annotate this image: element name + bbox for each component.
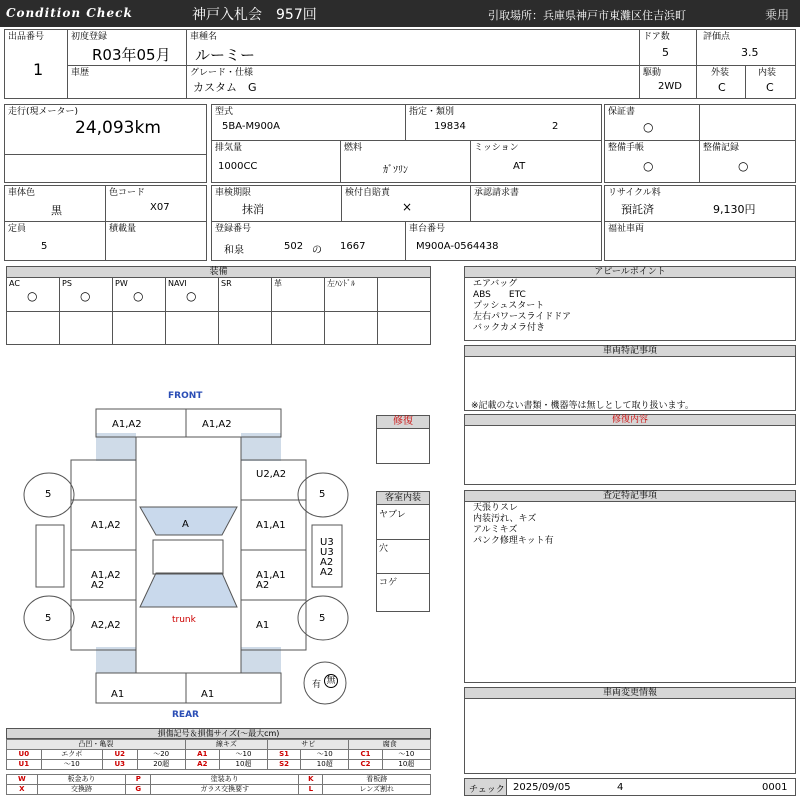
reg-area: 和泉 [224, 245, 244, 256]
maintenance: ○ [643, 159, 654, 173]
insurance-label: 検付自賠責 [345, 188, 391, 198]
cabin-item-hole: 穴 [379, 544, 389, 554]
grade: カスタム G [193, 81, 257, 94]
records: ○ [738, 159, 749, 173]
assessment-line: パンク修理キット有 [473, 536, 554, 546]
first-reg-label: 初度登録 [71, 32, 108, 42]
equipment-value: ○ [133, 289, 144, 303]
legend-code: U2 [102, 750, 137, 760]
score-label: 評価点 [703, 32, 731, 42]
mark-door-rr2: A2 [256, 580, 270, 591]
auction-title: 神戸入札会 957回 [192, 7, 317, 23]
color-code-label: 色コード [109, 188, 146, 198]
wheel-fl: 5 [45, 489, 52, 500]
legend-code: U1 [7, 760, 42, 770]
displacement: 1000CC [218, 161, 258, 172]
score-cell [696, 29, 796, 66]
assessment-line: 天張りスレ [473, 503, 519, 513]
legend-meaning: 10超 [301, 760, 349, 770]
mileage-cell [4, 104, 207, 155]
score: 3.5 [741, 46, 759, 59]
legend-code: A2 [185, 760, 219, 770]
equipment-label: PW [115, 279, 128, 288]
change-title: 車両変更情報 [464, 687, 796, 699]
model-label: 型式 [215, 107, 234, 117]
equipment-value: ○ [80, 289, 91, 303]
body-color-label: 車体色 [8, 188, 36, 198]
equipment-label: AC [9, 279, 20, 288]
capacity-label: 定員 [8, 224, 27, 234]
cabin-title: 客室内装 [376, 491, 430, 505]
appeal-title: アピールポイント [464, 266, 796, 278]
fuel-cell [340, 140, 471, 183]
doors-label: ドア数 [643, 32, 670, 42]
mission-label: ミッション [474, 143, 519, 153]
equipment-item [60, 278, 113, 344]
serial-no: 0001 [762, 782, 788, 793]
legend-group-dent: 凸凹・亀裂 [7, 740, 186, 750]
appeal-line: バックカメラ付き [473, 323, 546, 333]
pickup-location: 引取場所：兵庫県神戸市東灘区住吉浜町 [488, 9, 686, 22]
mark-door-rl1: A1,A2 [91, 570, 121, 581]
header-bar [0, 0, 800, 27]
history-cell [67, 65, 187, 99]
load-cell [105, 221, 207, 261]
cabin-box [376, 504, 430, 612]
grade-cell [186, 65, 640, 99]
regno-cell [211, 221, 406, 261]
front-label: FRONT [168, 391, 203, 401]
spare-value: 無 [324, 674, 338, 688]
records-label: 整備記録 [703, 143, 740, 153]
legend-meaning: 交換跡 [37, 785, 126, 795]
cabin-item-tear: ヤブレ [379, 510, 406, 520]
legend-meaning: ガラス交換要す [151, 785, 299, 795]
car-name-label: 車種名 [190, 32, 218, 42]
fuel: ｶﾞｿﾘﾝ [383, 165, 408, 176]
mark-bumper-left: A1 [111, 689, 125, 700]
repair-box [376, 428, 430, 464]
legend-meaning: エクボ [41, 750, 102, 760]
legend-table-2 [6, 774, 431, 795]
equipment-item [272, 278, 325, 344]
displacement-cell [211, 140, 341, 183]
mark-side-right-2: U3 [320, 547, 334, 558]
legend-meaning: 〜10 [382, 750, 430, 760]
body-color: 黒 [51, 204, 62, 217]
first-reg: R03年05月 [92, 46, 171, 64]
chassis: M900A-0564438 [416, 241, 499, 252]
damage-diagram [0, 385, 376, 720]
legend-title: 損傷記号＆損傷サイズ(〜最大cm) [6, 728, 431, 739]
mark-fender-right: A1,A1 [256, 520, 286, 531]
wheel-rr: 5 [319, 613, 326, 624]
designation-cell [405, 104, 602, 141]
legend-code: C2 [349, 760, 382, 770]
legend-code: U0 [7, 750, 42, 760]
capacity: 5 [41, 241, 48, 252]
classification: 2 [552, 121, 559, 132]
body-color-cell [4, 185, 106, 222]
recycle-label: リサイクル料 [608, 188, 661, 198]
mark-hood: A [182, 519, 189, 530]
legend-meaning: 〜20 [137, 750, 185, 760]
wheel-fr: 5 [319, 489, 326, 500]
legend-meaning: レンズ割れ [323, 785, 431, 795]
repair-detail-box [464, 425, 796, 485]
repair-title: 修復 [376, 415, 430, 429]
footer-bar [464, 778, 796, 796]
appeal-line: プッシュスタート [473, 301, 545, 311]
lot-no-cell [4, 29, 68, 99]
legend-code: L [299, 785, 323, 795]
legend-meaning: 〜10 [219, 750, 267, 760]
warranty-label: 保証書 [608, 107, 636, 117]
assessment-line: 内装汚れ、キズ [473, 514, 537, 524]
vehicle-category: 乗用 [765, 8, 790, 22]
legend-code: S2 [268, 760, 301, 770]
interior-label: 内装 [758, 68, 777, 78]
reg-num: 1667 [340, 241, 366, 252]
history-label: 車歴 [71, 68, 90, 78]
equipment-label: 左ﾊﾝﾄﾞﾙ [327, 279, 355, 288]
mark-side-right-4: A2 [320, 567, 334, 578]
inspection-label: 車検期限 [215, 188, 252, 198]
legend-group-scratch: 線キズ [185, 740, 267, 750]
equipment-item [113, 278, 166, 344]
inspection-cell [211, 185, 342, 222]
interior: C [766, 81, 774, 94]
check-date: 2025/09/05 [513, 782, 571, 793]
mileage-label: 走行(現メーター) [8, 107, 79, 117]
repair-detail-title: 修復内容 [464, 414, 796, 426]
reg-kana: の [312, 245, 322, 256]
car-name-cell [186, 29, 640, 66]
regno-label: 登録番号 [215, 224, 252, 234]
appeal-line: 左右パワースライドドア [473, 312, 572, 322]
legend-group-rust: サビ [268, 740, 349, 750]
legend-code: U3 [102, 760, 137, 770]
mark-fender-left: A1,A2 [91, 520, 121, 531]
equipment-label: NAVI [168, 279, 187, 288]
legend-code: X [7, 785, 38, 795]
car-name: ルーミー [195, 46, 256, 64]
records-cell [699, 140, 796, 183]
legend-code: K [299, 775, 323, 785]
legend-group-corrosion: 腐食 [349, 740, 431, 750]
legend-meaning: 20超 [137, 760, 185, 770]
equipment-item [7, 278, 60, 344]
legend-code: A1 [185, 750, 219, 760]
insurance: × [402, 200, 413, 214]
equipment-label: PS [62, 279, 72, 288]
color-code-cell [105, 185, 207, 222]
model-cell [211, 104, 406, 141]
designation-label: 指定・類別 [409, 107, 455, 117]
mark-rear-right: A1 [256, 620, 270, 631]
welfare-cell [604, 221, 796, 261]
legend-code: C1 [349, 750, 382, 760]
equipment-grid [6, 277, 431, 345]
equipment-label: 革 [274, 279, 282, 288]
approval-cell [470, 185, 602, 222]
equipment-value: ○ [27, 289, 38, 303]
mark-door-rr1: A1,A1 [256, 570, 286, 581]
check-label: チェック [469, 785, 505, 795]
appeal-line: ABS ETC [473, 290, 526, 300]
mark-front-right: A1,A2 [202, 419, 232, 430]
legend-meaning: 10超 [382, 760, 430, 770]
legend-meaning: 10超 [219, 760, 267, 770]
legend-table [6, 739, 431, 770]
check-count: 4 [617, 782, 624, 793]
legend-meaning: 看板跡 [323, 775, 431, 785]
mark-rear-left: A2,A2 [91, 620, 121, 631]
equipment-title: 装備 [6, 266, 431, 278]
mission-cell [470, 140, 602, 183]
rear-label: REAR [172, 710, 199, 720]
model: 5BA-M900A [222, 121, 281, 132]
exterior-cell [696, 65, 746, 99]
chassis-cell [405, 221, 602, 261]
color-code: X07 [150, 202, 170, 213]
assessment-title: 査定特記事項 [464, 490, 796, 502]
mark-door-rl2: A2 [91, 580, 105, 591]
displacement-label: 排気量 [215, 143, 243, 153]
equipment-item [378, 278, 431, 344]
mark-u-right: U2,A2 [256, 469, 287, 480]
legend-code: G [126, 785, 151, 795]
warranty: ○ [643, 120, 654, 134]
equipment-item [166, 278, 219, 344]
equipment-item [325, 278, 378, 344]
designation: 19834 [434, 121, 466, 132]
appeal-line: エアバッグ [473, 279, 518, 289]
legend-meaning: 〜10 [301, 750, 349, 760]
special-box [464, 356, 796, 411]
fuel-label: 燃料 [344, 143, 363, 153]
capacity-cell [4, 221, 106, 261]
mark-side-right-3: A2 [320, 557, 334, 568]
recycle-cell [604, 185, 796, 222]
lot-no: 1 [33, 60, 44, 79]
legend-code: P [126, 775, 151, 785]
doors-cell [639, 29, 697, 66]
mark-side-right-1: U3 [320, 537, 334, 548]
reg-class: 502 [284, 241, 304, 252]
drive-label: 駆動 [643, 68, 662, 78]
trunk-label: trunk [172, 615, 196, 625]
spare-label: 有 [312, 680, 322, 690]
mark-front-left: A1,A2 [112, 419, 142, 430]
legend-meaning: 〜10 [41, 760, 102, 770]
legend-code: S1 [268, 750, 301, 760]
inspection: 抹消 [242, 203, 264, 216]
load-label: 積載量 [109, 224, 137, 234]
legend-code: W [7, 775, 38, 785]
first-reg-cell [67, 29, 187, 66]
special-title: 車両特記事項 [464, 345, 796, 357]
interior-cell [745, 65, 796, 99]
appeal-box [464, 277, 796, 341]
legend-meaning: 塗装あり [151, 775, 299, 785]
brand-title: Condition Check [6, 6, 133, 20]
warranty-extra-cell [699, 104, 796, 141]
grade-label: グレード・仕様 [190, 68, 254, 78]
mileage-note-cell [4, 154, 207, 183]
equipment-item [219, 278, 272, 344]
cabin-item-burn: コゲ [379, 578, 398, 588]
assessment-line: アルミキズ [473, 525, 518, 535]
change-box [464, 698, 796, 774]
welfare-label: 福祉車両 [608, 224, 645, 234]
chassis-label: 車台番号 [409, 224, 446, 234]
drive: 2WD [658, 81, 682, 92]
equipment-label: SR [221, 279, 232, 288]
maintenance-label: 整備手帳 [608, 143, 645, 153]
equipment-value: ○ [186, 289, 197, 303]
assessment-box [464, 501, 796, 683]
mark-bumper-right: A1 [201, 689, 215, 700]
legend-meaning: 板金あり [37, 775, 126, 785]
exterior: C [718, 81, 726, 94]
mileage: 24,093km [75, 118, 161, 138]
drive-cell [639, 65, 697, 99]
special-note: ※記載のない書類・機器等は無しとして取り扱います。 [471, 401, 694, 411]
recycle-amount: 9,130円 [713, 203, 756, 216]
insurance-cell [341, 185, 471, 222]
approval-label: 承認請求書 [474, 188, 520, 198]
recycle-status: 預託済 [621, 203, 654, 216]
maintenance-cell [604, 140, 700, 183]
wheel-rl: 5 [45, 613, 52, 624]
mission: AT [513, 161, 526, 172]
doors: 5 [662, 46, 669, 59]
lot-no-label: 出品番号 [8, 32, 45, 42]
exterior-label: 外装 [711, 68, 730, 78]
warranty-cell [604, 104, 700, 141]
